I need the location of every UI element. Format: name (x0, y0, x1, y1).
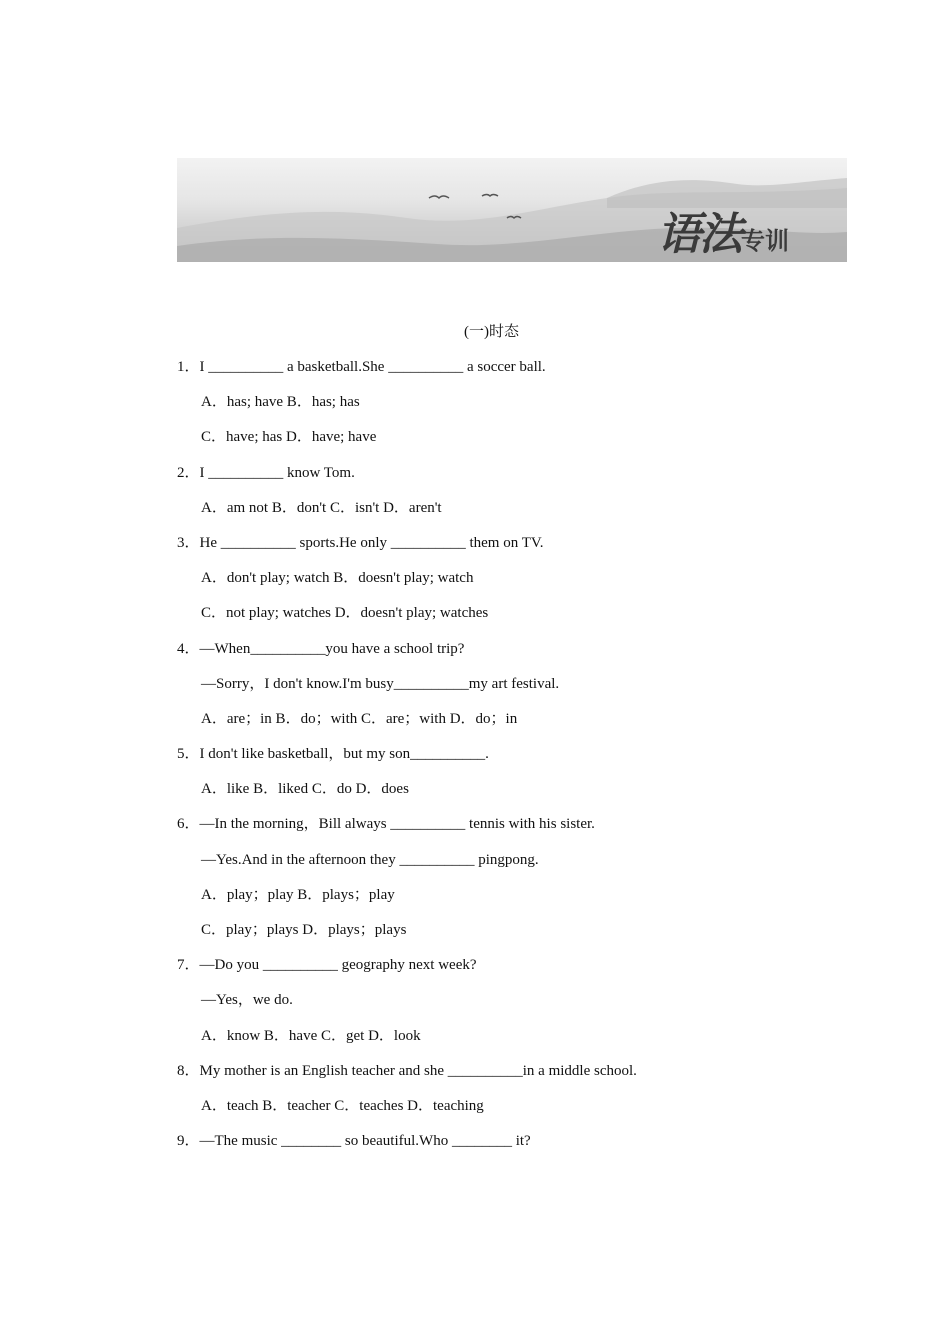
answer-options: C．not play; watches D．doesn't play; watches (201, 605, 489, 622)
question-stem: 8．My mother is an English teacher and she __________in a middle school. (177, 1062, 637, 1079)
question-stem: 9．—The music ________ so beautiful.Who ________ it? (177, 1133, 531, 1150)
answer-options: A．like B．liked C．do D．does (201, 781, 409, 798)
question-stem: 5．I don't like basketball，but my son__________. (177, 746, 489, 763)
answer-options: A．know B．have C．get D．look (201, 1027, 421, 1044)
section-title: (一)时态 (464, 324, 519, 340)
answer-options: A．don't play; watch B．doesn't play; watch (201, 570, 474, 587)
question-stem: 4．—When__________you have a school trip? (177, 640, 465, 657)
answer-options: A．are；in B．do；with C．are；with D．do；in (201, 710, 518, 727)
question-stem: 3．He __________ sports.He only __________ them on TV. (177, 534, 544, 551)
answer-options: A．has; have B．has; has (201, 394, 360, 411)
answer-options: C．have; has D．have; have (201, 429, 377, 446)
dialogue-line: —Yes.And in the afternoon they __________ pingpong. (201, 851, 539, 868)
question-stem: 6．—In the morning，Bill always __________ tennis with his sister. (177, 816, 595, 833)
bird-icon (429, 195, 521, 219)
answer-options: A．am not B．don't C．isn't D．aren't (201, 499, 442, 516)
dialogue-line: —Sorry，I don't know.I'm busy__________my art festival. (201, 675, 560, 692)
question-stem: 7．—Do you __________ geography next week? (177, 957, 477, 974)
answer-options: C．play；plays D．plays；plays (201, 922, 407, 938)
banner-title: 语法专训 (657, 209, 789, 260)
question-stem: 1．I __________ a basketball.She __________ a soccer ball. (177, 359, 546, 375)
question-stem: 2．I __________ know Tom. (177, 464, 355, 481)
answer-options: A．play；play B．plays；play (201, 886, 395, 903)
header-banner (177, 158, 847, 262)
answer-options: A．teach B．teacher C．teaches D．teaching (201, 1097, 484, 1114)
dialogue-line: —Yes，we do. (201, 992, 293, 1009)
question-list (177, 350, 877, 1159)
